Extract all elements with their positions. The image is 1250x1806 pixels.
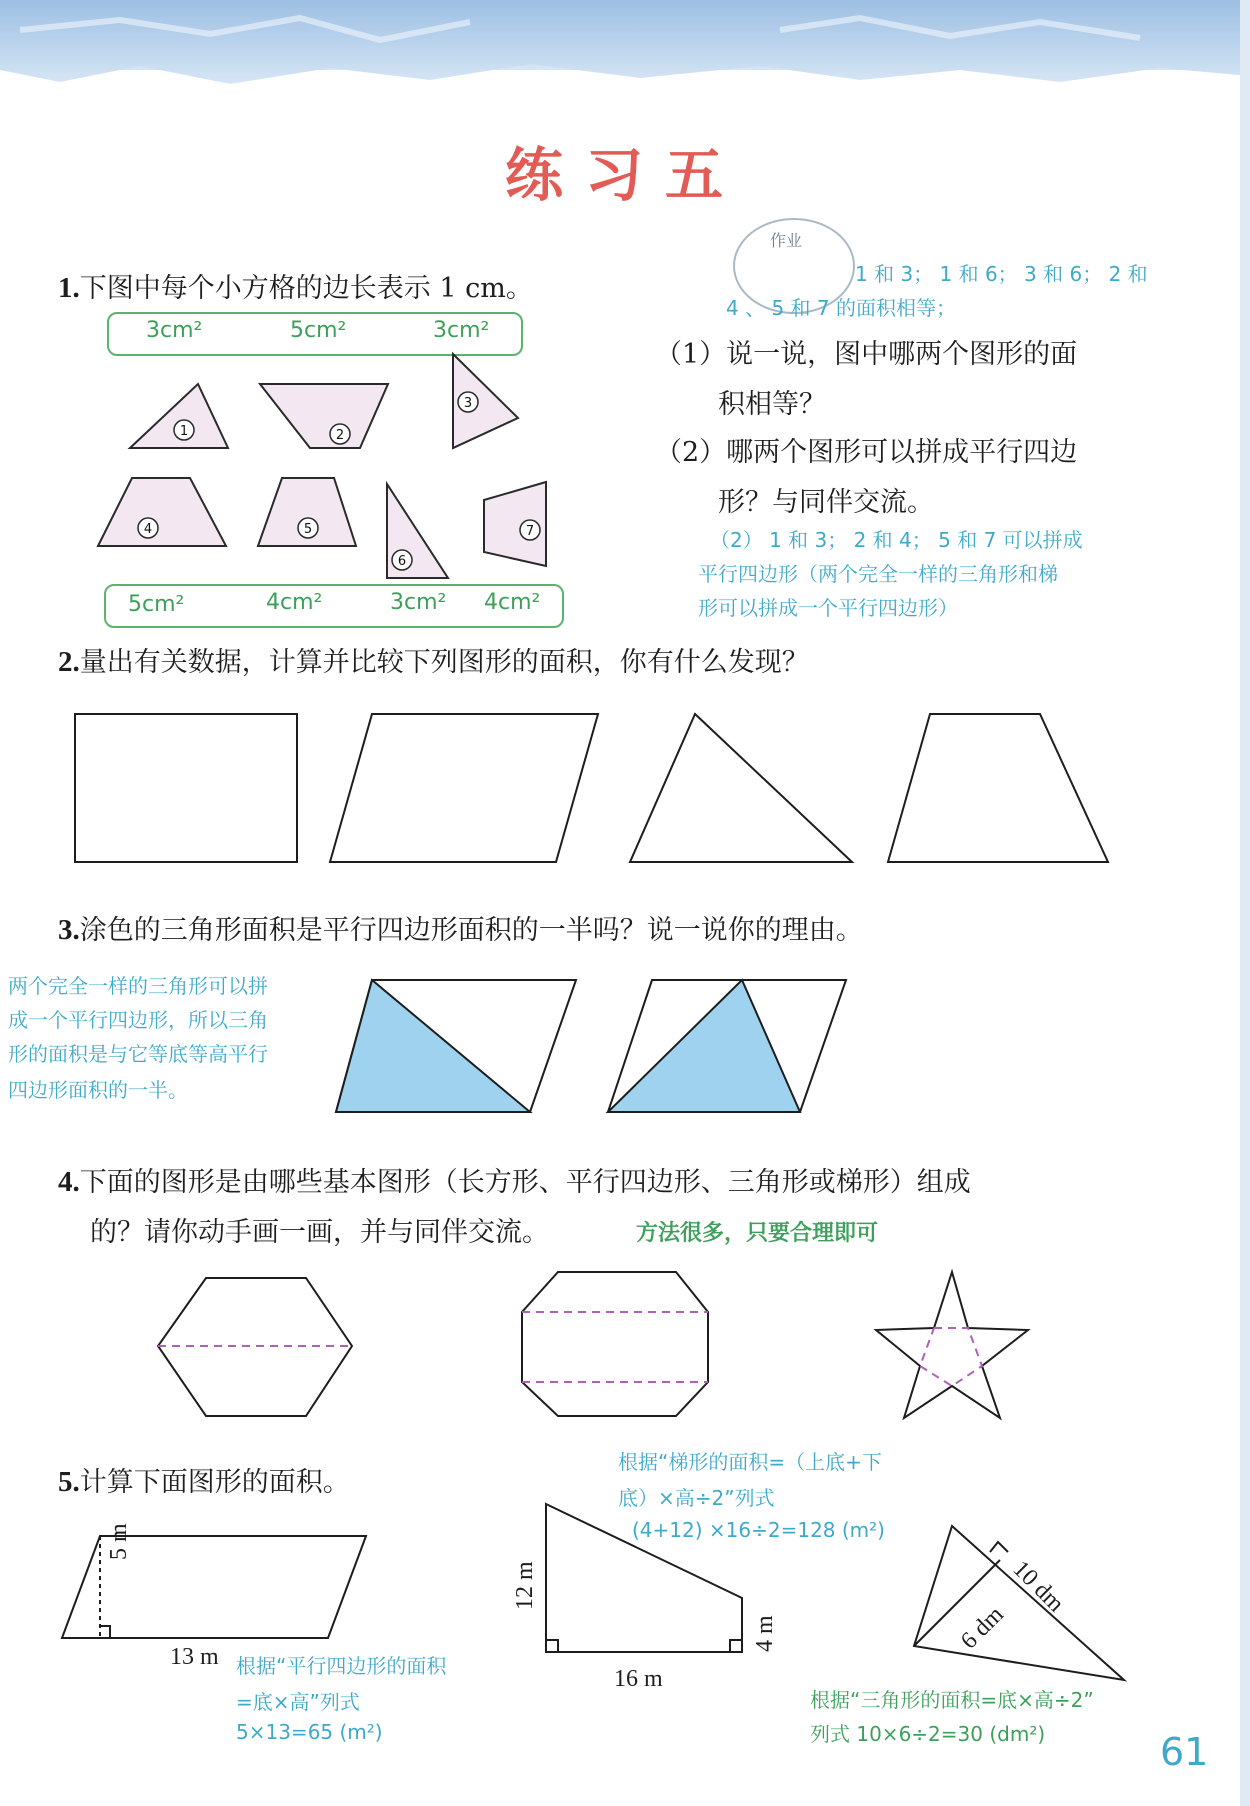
svg-text:5: 5	[303, 522, 313, 537]
sub-question-2-cont: 形？与同伴交流。	[718, 487, 934, 518]
question-2: 2.量出有关数据，计算并比较下列图形的面积，你有什么发现？	[58, 646, 809, 678]
answer-5-trap-line1: 根据“梯形的面积=（上底+下	[618, 1450, 882, 1474]
stamp-text: 作业	[770, 231, 803, 250]
q2-parallelogram	[330, 714, 598, 862]
q4-star	[876, 1272, 1028, 1418]
page-number: 61	[1160, 1730, 1209, 1774]
q2-triangle	[630, 714, 852, 862]
answer-5-trap-line2: 底）×高÷2”列式	[618, 1486, 775, 1510]
answer-5-para-line3: 5×13=65 (m²)	[236, 1720, 383, 1744]
answer-1-2-line1: （2） 1 和 3； 2 和 4； 5 和 7 可以拼成	[710, 528, 1083, 552]
area-label-3: 3cm²	[433, 318, 490, 343]
answer-1-1-line1: 1 和 3； 1 和 6； 3 和 6； 2 和	[855, 262, 1148, 286]
dim-6dm: 6 dm	[956, 1601, 1009, 1655]
answer-5-tri-line1: 根据“三角形的面积=底×高÷2”	[810, 1688, 1094, 1712]
q2-trapezoid	[888, 714, 1108, 862]
svg-text:4: 4	[143, 522, 153, 537]
question-4: 4.下面的图形是由哪些基本图形（长方形、平行四边形、三角形或梯形）组成	[58, 1166, 971, 1198]
svg-text:1: 1	[179, 424, 189, 439]
answer-3-line1: 两个完全一样的三角形可以拼	[8, 974, 268, 998]
answer-1-1-line2: 4 、 5 和 7 的面积相等；	[726, 296, 956, 320]
question-4-cont: 的？请你动手画一画，并与同伴交流。	[90, 1217, 549, 1248]
answer-5-para-line1: 根据“平行四边形的面积	[236, 1654, 447, 1678]
answer-3-line2: 成一个平行四边形，所以三角	[8, 1008, 268, 1032]
answer-3-line3: 形的面积是与它等底等高平行	[8, 1042, 268, 1066]
q2-rectangle	[75, 714, 297, 862]
dim-4m: 4 m	[752, 1615, 778, 1652]
question-1: 1.下图中每个小方格的边长表示 1 cm。	[58, 272, 533, 304]
answer-5-tri-line2: 列式 10×6÷2=30 (dm²)	[810, 1722, 1046, 1746]
shape-2-trapezoid	[260, 384, 388, 448]
area-label-1: 3cm²	[146, 318, 203, 343]
area-label-6: 3cm²	[390, 590, 447, 615]
answer-3-line4: 四边形面积的一半。	[8, 1078, 188, 1102]
sub-question-1: （1）说一说，图中哪两个图形的面	[655, 339, 1078, 370]
answer-4: 方法很多，只要合理即可	[636, 1221, 879, 1246]
answer-5-para-line2: =底×高”列式	[236, 1690, 360, 1714]
area-label-5: 4cm²	[266, 590, 323, 615]
page-title: 练习五	[504, 141, 745, 209]
svg-text:6: 6	[397, 554, 407, 569]
dim-10dm: 10 dm	[1007, 1556, 1069, 1618]
question-5: 5.计算下面图形的面积。	[58, 1466, 350, 1498]
svg-text:2: 2	[335, 428, 345, 443]
answer-5-trap-line3: (4+12) ×16÷2=128 (m²)	[632, 1518, 885, 1542]
sub-question-2: （2）哪两个图形可以拼成平行四边	[655, 437, 1078, 468]
dim-16m: 16 m	[614, 1666, 663, 1692]
shape-4-trapezoid	[98, 478, 226, 546]
area-label-2: 5cm²	[290, 318, 347, 343]
sub-question-1-cont: 积相等？	[718, 389, 826, 420]
answer-1-2-line3: 形可以拼成一个平行四边形）	[698, 596, 958, 620]
dim-13m: 13 m	[170, 1644, 219, 1670]
q4-octagon	[522, 1272, 708, 1416]
svg-text:7: 7	[525, 524, 535, 539]
dim-5m: 5 m	[106, 1523, 132, 1560]
question-3: 3.涂色的三角形面积是平行四边形面积的一半吗？说一说你的理由。	[58, 914, 863, 946]
area-label-7: 4cm²	[484, 590, 541, 615]
svg-text:3: 3	[463, 396, 473, 411]
dim-12m: 12 m	[512, 1561, 538, 1610]
q5-triangle	[914, 1526, 1124, 1680]
answer-1-2-line2: 平行四边形（两个完全一样的三角形和梯	[698, 562, 1058, 586]
area-label-4: 5cm²	[128, 592, 185, 617]
